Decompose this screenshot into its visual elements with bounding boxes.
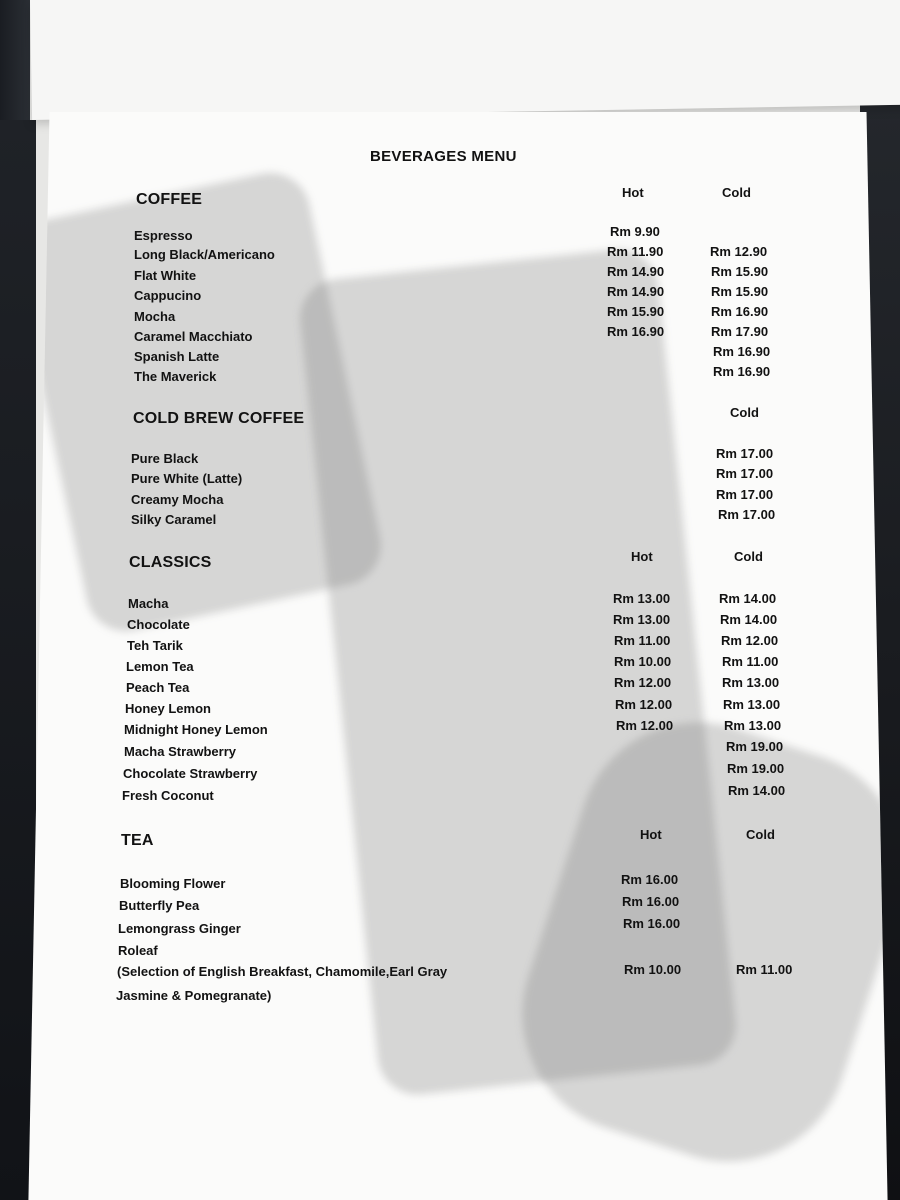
price-hot: Rm 16.90 (607, 324, 665, 339)
menu-item-name: Midnight Honey Lemon (124, 722, 268, 737)
menu-item-name: Mocha (134, 309, 176, 324)
price-cold: Rm 14.00 (728, 783, 786, 798)
classics-hot-label: Hot (631, 549, 653, 564)
price-hot: Rm 11.90 (607, 244, 664, 259)
section-coffee-title: COFFEE (136, 191, 203, 208)
coffee-hot-label: Hot (622, 185, 644, 200)
price-cold: Rm 14.00 (720, 612, 778, 627)
menu-item-name: Espresso (134, 228, 193, 243)
menu-item-name: Pure Black (131, 451, 199, 466)
price-hot: Rm 10.00 (624, 962, 682, 977)
price-cold: Rm 11.00 (722, 654, 779, 669)
coffee-cold-label: Cold (722, 185, 751, 200)
price-hot: Rm 14.90 (607, 264, 665, 279)
section-cold-brew-title: COLD BREW COFFEE (133, 410, 305, 427)
menu-item-name: Peach Tea (126, 680, 190, 695)
menu-item-name: Long Black/Americano (134, 247, 275, 262)
tea-hot-label: Hot (640, 827, 662, 842)
price-cold: Rm 13.00 (724, 718, 782, 733)
menu-item-name: The Maverick (134, 369, 217, 384)
menu-item-name: Teh Tarik (127, 638, 183, 653)
price-hot: Rm 16.00 (622, 894, 680, 909)
classics-cold-label: Cold (734, 549, 763, 564)
menu-item-name: Roleaf (118, 943, 158, 958)
menu-item-name: Blooming Flower (120, 876, 226, 891)
tea-cold-label: Cold (746, 827, 775, 842)
price-cold: Rm 12.90 (710, 244, 768, 259)
menu-item-name: Caramel Macchiato (134, 329, 253, 344)
menu-item-name: Creamy Mocha (131, 492, 224, 507)
menu-item-name: Pure White (Latte) (131, 471, 243, 486)
menu-item-name: Butterfly Pea (119, 898, 200, 913)
price-hot: Rm 13.00 (613, 591, 671, 606)
price-cold: Rm 15.90 (711, 284, 769, 299)
price-cold: Rm 13.00 (722, 675, 780, 690)
price-hot: Rm 12.00 (615, 697, 673, 712)
price-hot: Rm 12.00 (614, 675, 672, 690)
roleaf-note-line1: (Selection of English Breakfast, Chamomile,Earl Gray (117, 964, 448, 979)
menu-item-name: Cappucino (134, 288, 202, 303)
price-hot: Rm 16.00 (621, 872, 679, 887)
menu-item-name: Lemongrass Ginger (118, 921, 241, 936)
price-hot: Rm 9.90 (610, 224, 660, 239)
price-cold: Rm 15.90 (711, 264, 769, 279)
price-cold: Rm 17.00 (716, 466, 774, 481)
menu-item-name: Spanish Latte (134, 349, 220, 364)
menu-title: BEVERAGES MENU (370, 148, 517, 165)
price-cold: Rm 14.00 (719, 591, 777, 606)
price-cold: Rm 17.00 (716, 446, 774, 461)
menu-item-name: Chocolate Strawberry (123, 766, 258, 781)
section-classics-title: CLASSICS (129, 554, 212, 571)
price-cold: Rm 16.90 (713, 344, 771, 359)
menu-item-name: Honey Lemon (125, 701, 211, 716)
menu-item-name: Flat White (134, 268, 197, 283)
menu-item-name: Chocolate (127, 617, 190, 632)
price-cold: Rm 13.00 (723, 697, 781, 712)
menu-item-name: Macha (128, 596, 169, 611)
menu-item-name: Macha Strawberry (124, 744, 236, 759)
price-cold: Rm 11.00 (736, 962, 793, 977)
price-hot: Rm 15.90 (607, 304, 665, 319)
price-hot: Rm 12.00 (616, 718, 674, 733)
menu-item-name: Silky Caramel (131, 512, 217, 527)
menu-item-name: Fresh Coconut (122, 788, 214, 803)
roleaf-note-line2: Jasmine & Pomegranate) (116, 988, 272, 1003)
price-cold: Rm 12.00 (721, 633, 779, 648)
price-cold: Rm 16.90 (711, 304, 769, 319)
price-cold: Rm 17.90 (711, 324, 769, 339)
price-cold: Rm 17.00 (716, 487, 774, 502)
price-cold: Rm 16.90 (713, 364, 771, 379)
price-cold: Rm 19.00 (727, 761, 785, 776)
price-hot: Rm 10.00 (614, 654, 672, 669)
price-hot: Rm 11.00 (614, 633, 671, 648)
price-hot: Rm 14.90 (607, 284, 665, 299)
price-cold: Rm 17.00 (718, 507, 776, 522)
cold-brew-cold-label: Cold (730, 405, 759, 420)
price-hot: Rm 13.00 (613, 612, 671, 627)
section-tea-title: TEA (121, 832, 154, 849)
price-hot: Rm 16.00 (623, 916, 681, 931)
price-cold: Rm 19.00 (726, 739, 784, 754)
menu-item-name: Lemon Tea (126, 659, 194, 674)
